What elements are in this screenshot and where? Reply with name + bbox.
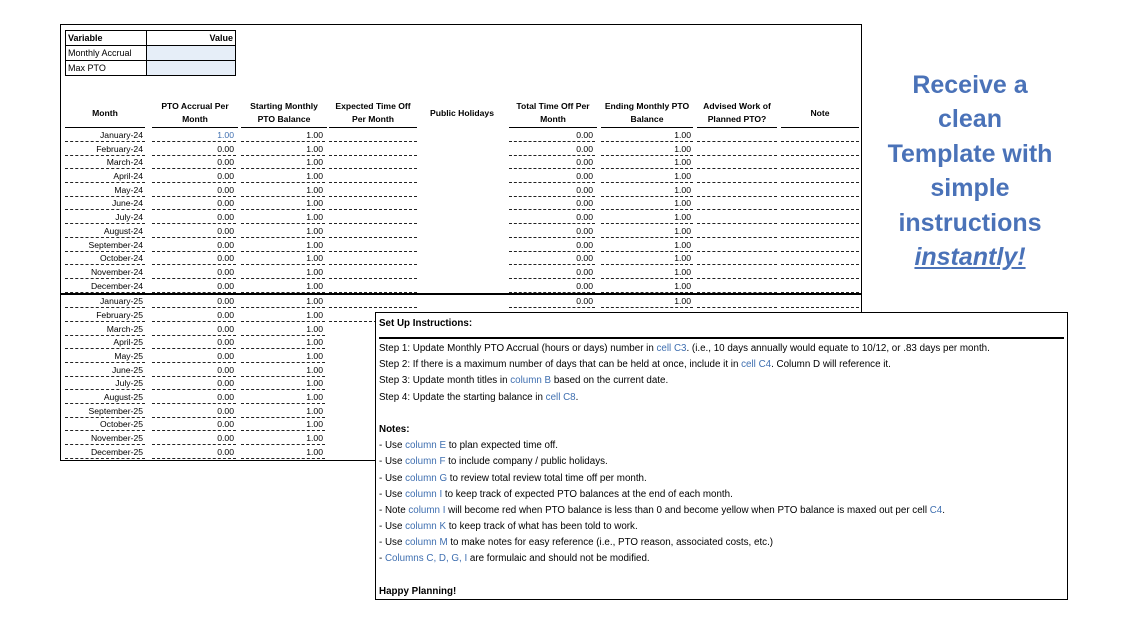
expected-time-off-cell[interactable] (329, 239, 417, 252)
accrual-cell[interactable]: 0.00 (152, 350, 236, 363)
month-cell[interactable]: May-25 (65, 350, 145, 363)
instruction-text: - Use (379, 472, 406, 484)
month-cell[interactable]: February-25 (65, 309, 145, 322)
promo-emphasis: instantly! (914, 243, 1026, 272)
instruction-text: - Note (379, 504, 409, 516)
accrual-cell[interactable]: 0.00 (152, 143, 236, 156)
starting-balance-cell[interactable]: 1.00 (241, 391, 325, 404)
variables-table (65, 30, 236, 76)
starting-balance-cell[interactable]: 1.00 (241, 252, 325, 265)
cell-reference: cell C8 (545, 391, 576, 403)
advised-work-cell[interactable] (697, 170, 777, 183)
expected-time-off-cell[interactable] (329, 280, 417, 293)
instruction-note (379, 503, 1064, 519)
total-time-off-cell[interactable]: 0.00 (509, 184, 595, 197)
total-time-off-cell[interactable]: 0.00 (509, 266, 595, 279)
instruction-text: . (i.e., 10 days annually would equate to 10/12, or .83 days per month. (686, 343, 990, 354)
table-row (61, 184, 861, 198)
starting-balance-cell[interactable]: 1.00 (241, 405, 325, 418)
month-cell[interactable]: August-25 (65, 391, 145, 404)
ending-balance-cell[interactable]: 1.00 (601, 156, 693, 169)
advised-work-cell[interactable] (697, 239, 777, 252)
starting-balance-cell[interactable]: 1.00 (241, 350, 325, 363)
starting-balance-cell[interactable]: 1.00 (241, 418, 325, 431)
table-row (61, 239, 861, 253)
promo-line: simple (930, 174, 1010, 203)
starting-balance-cell[interactable]: 1.00 (241, 129, 325, 142)
cell-reference: column B (510, 375, 552, 387)
monthly-accrual-input[interactable] (147, 46, 236, 61)
accrual-cell[interactable]: 0.00 (152, 184, 236, 197)
starting-balance-cell[interactable]: 1.00 (241, 170, 325, 183)
accrual-cell[interactable]: 0.00 (152, 432, 236, 445)
column-header-accrual: PTO Accrual Per Month (152, 99, 238, 128)
note-cell[interactable] (781, 211, 859, 224)
instruction-text: - Use (379, 456, 406, 468)
accrual-cell[interactable]: 0.00 (152, 170, 236, 183)
month-cell[interactable]: December-25 (65, 446, 145, 459)
accrual-cell[interactable]: 0.00 (152, 309, 236, 322)
public-holidays-cell[interactable] (421, 211, 503, 224)
note-cell[interactable] (781, 129, 859, 142)
cell-reference: column E (405, 440, 446, 452)
month-cell[interactable]: March-25 (65, 323, 145, 336)
accrual-cell[interactable]: 0.00 (152, 377, 236, 390)
instruction-text: to keep track of what has been told to work. (445, 521, 638, 533)
cell-reference: column K (405, 521, 446, 533)
instruction-text: Step 2: If there is a maximum number of days that can be held at once, include it in (379, 359, 742, 371)
note-cell[interactable] (781, 156, 859, 169)
table-row (61, 293, 861, 309)
table-row (61, 211, 861, 225)
public-holidays-cell[interactable] (421, 143, 503, 156)
instruction-note (379, 438, 1064, 454)
public-holidays-cell[interactable] (421, 156, 503, 169)
instruction-step (379, 357, 1064, 373)
instruction-note (379, 487, 1064, 503)
cell-reference: column I (405, 488, 443, 500)
accrual-cell[interactable]: 0.00 (152, 405, 236, 418)
starting-balance-cell[interactable]: 1.00 (241, 184, 325, 197)
column-header-ending: Ending Monthly PTO Balance (601, 99, 693, 128)
max-pto-input[interactable] (147, 61, 236, 76)
total-time-off-cell[interactable]: 0.00 (509, 143, 595, 156)
advised-work-cell[interactable] (697, 252, 777, 265)
total-time-off-cell[interactable]: 0.00 (509, 170, 595, 183)
cell-reference: column G (405, 472, 448, 484)
instruction-text: Step 1: Update Monthly PTO Accrual (hours or days) number in (379, 343, 657, 354)
starting-balance-cell[interactable]: 1.00 (241, 266, 325, 279)
month-cell[interactable]: November-24 (65, 266, 145, 279)
ending-balance-cell[interactable]: 1.00 (601, 266, 693, 279)
month-cell[interactable]: September-24 (65, 239, 145, 252)
variable-max-pto-label: Max PTO (66, 61, 147, 76)
starting-balance-cell[interactable]: 1.00 (241, 323, 325, 336)
month-cell[interactable]: May-24 (65, 184, 145, 197)
starting-balance-cell[interactable]: 1.00 (241, 377, 325, 390)
accrual-cell[interactable]: 0.00 (152, 197, 236, 210)
month-cell[interactable]: February-24 (65, 143, 145, 156)
instructions-panel (375, 312, 1068, 600)
instruction-step (379, 373, 1064, 389)
starting-balance-cell[interactable]: 1.00 (241, 295, 325, 308)
public-holidays-cell[interactable] (421, 184, 503, 197)
expected-time-off-cell[interactable] (329, 211, 417, 224)
accrual-cell[interactable]: 0.00 (152, 391, 236, 404)
promo-text (870, 68, 1070, 274)
advised-work-cell[interactable] (697, 211, 777, 224)
total-time-off-cell[interactable]: 0.00 (509, 239, 595, 252)
advised-work-cell[interactable] (697, 225, 777, 238)
instruction-note (379, 535, 1064, 551)
promo-line: Receive a (912, 71, 1028, 99)
accrual-cell[interactable]: 0.00 (152, 211, 236, 224)
month-cell[interactable]: June-25 (65, 364, 145, 377)
advised-work-cell[interactable] (697, 129, 777, 142)
expected-time-off-cell[interactable] (329, 295, 417, 308)
promo-line: clean (938, 105, 1002, 134)
column-header-note: Note (781, 99, 859, 128)
instruction-text: . Column D will reference it. (771, 359, 891, 371)
table-row (61, 156, 861, 170)
public-holidays-cell[interactable] (421, 295, 503, 308)
accrual-cell[interactable]: 0.00 (152, 336, 236, 349)
instruction-note (379, 454, 1064, 470)
starting-balance-cell[interactable]: 1.00 (241, 143, 325, 156)
accrual-cell[interactable]: 1.00 (152, 129, 236, 142)
total-time-off-cell[interactable]: 0.00 (509, 295, 595, 308)
column-header-advised: Advised Work of Planned PTO? (697, 99, 777, 128)
table-row (61, 170, 861, 184)
note-cell[interactable] (781, 295, 859, 308)
table-row (61, 143, 861, 157)
expected-time-off-cell[interactable] (329, 184, 417, 197)
total-time-off-cell[interactable]: 0.00 (509, 280, 595, 293)
ending-balance-cell[interactable]: 1.00 (601, 170, 693, 183)
instruction-text: will become red when PTO balance is less than 0 and become yellow when PTO balance is maxed out per cell (445, 504, 930, 516)
cell-reference: cell C4 (741, 359, 772, 371)
instructions-steps (379, 339, 1064, 406)
advised-work-cell[interactable] (697, 197, 777, 210)
public-holidays-cell[interactable] (421, 266, 503, 279)
table-row (61, 252, 861, 266)
advised-work-cell[interactable] (697, 280, 777, 293)
expected-time-off-cell[interactable] (329, 156, 417, 169)
ending-balance-cell[interactable]: 1.00 (601, 252, 693, 265)
instruction-text: . (942, 504, 945, 516)
starting-balance-cell[interactable]: 1.00 (241, 239, 325, 252)
note-cell[interactable] (781, 252, 859, 265)
total-time-off-cell[interactable]: 0.00 (509, 211, 595, 224)
instruction-text: Step 4: Update the starting balance in (379, 391, 546, 403)
accrual-cell[interactable]: 0.00 (152, 156, 236, 169)
instruction-step (379, 341, 1064, 357)
table-row (61, 280, 861, 294)
instructions-footer: Happy Planning! (379, 585, 457, 597)
column-header-month: Month (65, 99, 145, 128)
instruction-note (379, 551, 1064, 567)
instruction-text: . (575, 391, 579, 403)
instruction-step (379, 390, 1064, 406)
ending-balance-cell[interactable]: 1.00 (601, 211, 693, 224)
accrual-cell[interactable]: 0.00 (152, 225, 236, 238)
month-cell[interactable]: March-24 (65, 156, 145, 169)
column-header-holidays: Public Holidays (430, 107, 494, 118)
instruction-text: - Use (379, 537, 406, 549)
expected-time-off-cell[interactable] (329, 170, 417, 183)
total-time-off-cell[interactable]: 0.00 (509, 129, 595, 142)
month-cell[interactable]: July-24 (65, 211, 145, 224)
cell-reference: column M (405, 537, 448, 549)
starting-balance-cell[interactable]: 1.00 (241, 280, 325, 293)
month-cell[interactable]: October-25 (65, 418, 145, 431)
accrual-cell[interactable]: 0.00 (152, 323, 236, 336)
public-holidays-cell[interactable] (421, 197, 503, 210)
starting-balance-cell[interactable]: 1.00 (241, 336, 325, 349)
public-holidays-cell[interactable] (421, 170, 503, 183)
note-cell[interactable] (781, 184, 859, 197)
advised-work-cell[interactable] (697, 184, 777, 197)
expected-time-off-cell[interactable] (329, 129, 417, 142)
public-holidays-cell[interactable] (421, 252, 503, 265)
accrual-cell[interactable]: 0.00 (152, 364, 236, 377)
cell-reference: C4 (929, 504, 943, 516)
instruction-text: to review total review total time off per month. (447, 472, 647, 484)
table-row (61, 129, 861, 143)
month-cell[interactable]: January-24 (65, 129, 145, 142)
variables-header-name: Variable (66, 31, 147, 46)
accrual-cell[interactable]: 0.00 (152, 266, 236, 279)
accrual-cell[interactable]: 0.00 (152, 252, 236, 265)
instruction-note (379, 471, 1064, 487)
column-header-starting: Starting Monthly PTO Balance (241, 99, 327, 128)
starting-balance-cell[interactable]: 1.00 (241, 446, 325, 459)
instruction-text: based on the current date. (551, 375, 669, 387)
month-cell[interactable]: April-25 (65, 336, 145, 349)
ending-balance-cell[interactable]: 1.00 (601, 280, 693, 293)
total-time-off-cell[interactable]: 0.00 (509, 156, 595, 169)
ending-balance-cell[interactable]: 1.00 (601, 129, 693, 142)
cell-reference: Columns C, D, G, I (384, 553, 468, 565)
expected-time-off-cell[interactable] (329, 225, 417, 238)
note-cell[interactable] (781, 266, 859, 279)
cell-reference: cell C3 (656, 343, 687, 354)
advised-work-cell[interactable] (697, 266, 777, 279)
instruction-text: - Use (379, 488, 406, 500)
instruction-text: - Use (379, 521, 406, 533)
variables-header-value: Value (147, 31, 236, 46)
advised-work-cell[interactable] (697, 156, 777, 169)
advised-work-cell[interactable] (697, 143, 777, 156)
month-cell[interactable]: December-24 (65, 280, 145, 293)
ending-balance-cell[interactable]: 1.00 (601, 143, 693, 156)
month-cell[interactable]: April-24 (65, 170, 145, 183)
note-cell[interactable] (781, 170, 859, 183)
promo-line: Template with (887, 139, 1053, 168)
starting-balance-cell[interactable]: 1.00 (241, 364, 325, 377)
note-cell[interactable] (781, 197, 859, 210)
month-cell[interactable]: August-24 (65, 225, 145, 238)
expected-time-off-cell[interactable] (329, 252, 417, 265)
ending-balance-cell[interactable]: 1.00 (601, 239, 693, 252)
instruction-text: to make notes for easy reference (i.e., PTO reason, associated costs, etc.) (447, 537, 774, 549)
total-time-off-cell[interactable]: 0.00 (509, 252, 595, 265)
note-cell[interactable] (781, 225, 859, 238)
table-row (61, 266, 861, 280)
starting-balance-cell[interactable]: 1.00 (241, 197, 325, 210)
accrual-cell[interactable]: 0.00 (152, 280, 236, 293)
instruction-text: Step 3: Update month titles in (379, 375, 511, 387)
cell-reference: column I (408, 504, 446, 516)
month-cell[interactable]: November-25 (65, 432, 145, 445)
advised-work-cell[interactable] (697, 295, 777, 308)
accrual-cell[interactable]: 0.00 (152, 446, 236, 459)
starting-balance-cell[interactable]: 1.00 (241, 225, 325, 238)
column-header-expected: Expected Time Off Per Month (329, 99, 417, 128)
instructions-title: Set Up Instructions: (379, 313, 1064, 339)
month-cell[interactable]: January-25 (65, 295, 145, 308)
note-cell[interactable] (781, 143, 859, 156)
note-cell[interactable] (781, 239, 859, 252)
promo-line: instructions (898, 208, 1042, 237)
instructions-notes (379, 438, 1064, 568)
accrual-cell[interactable]: 0.00 (152, 295, 236, 308)
public-holidays-cell[interactable] (421, 225, 503, 238)
note-cell[interactable] (781, 280, 859, 293)
instruction-text: to keep track of expected PTO balances at the end of each month. (442, 488, 733, 500)
expected-time-off-cell[interactable] (329, 197, 417, 210)
instruction-text: to include company / public holidays. (445, 456, 608, 468)
instruction-text: - Use (379, 440, 406, 452)
instruction-text: - (379, 553, 385, 565)
column-header-total: Total Time Off Per Month (509, 99, 597, 128)
total-time-off-cell[interactable]: 0.00 (509, 197, 595, 210)
month-cell[interactable]: June-24 (65, 197, 145, 210)
notes-title: Notes: (379, 423, 410, 435)
table-row (61, 197, 861, 211)
expected-time-off-cell[interactable] (329, 266, 417, 279)
month-cell[interactable]: September-25 (65, 405, 145, 418)
ending-balance-cell[interactable]: 1.00 (601, 295, 693, 308)
public-holidays-cell[interactable] (421, 129, 503, 142)
starting-balance-cell[interactable]: 1.00 (241, 309, 325, 322)
starting-balance-cell[interactable]: 1.00 (241, 432, 325, 445)
ending-balance-cell[interactable]: 1.00 (601, 225, 693, 238)
expected-time-off-cell[interactable] (329, 143, 417, 156)
total-time-off-cell[interactable]: 0.00 (509, 225, 595, 238)
month-cell[interactable]: July-25 (65, 377, 145, 390)
ending-balance-cell[interactable]: 1.00 (601, 184, 693, 197)
month-cell[interactable]: October-24 (65, 252, 145, 265)
instruction-text: to plan expected time off. (445, 440, 558, 452)
instruction-note (379, 519, 1064, 535)
accrual-cell[interactable]: 0.00 (152, 239, 236, 252)
public-holidays-cell[interactable] (421, 280, 503, 293)
public-holidays-cell[interactable] (421, 239, 503, 252)
variable-monthly-accrual-label: Monthly Accrual (66, 46, 147, 61)
cell-reference: column F (405, 456, 446, 468)
table-row (61, 225, 861, 239)
starting-balance-cell[interactable]: 1.00 (241, 211, 325, 224)
ending-balance-cell[interactable]: 1.00 (601, 197, 693, 210)
accrual-cell[interactable]: 0.00 (152, 418, 236, 431)
starting-balance-cell[interactable]: 1.00 (241, 156, 325, 169)
instruction-text: are formulaic and should not be modified. (467, 553, 650, 565)
